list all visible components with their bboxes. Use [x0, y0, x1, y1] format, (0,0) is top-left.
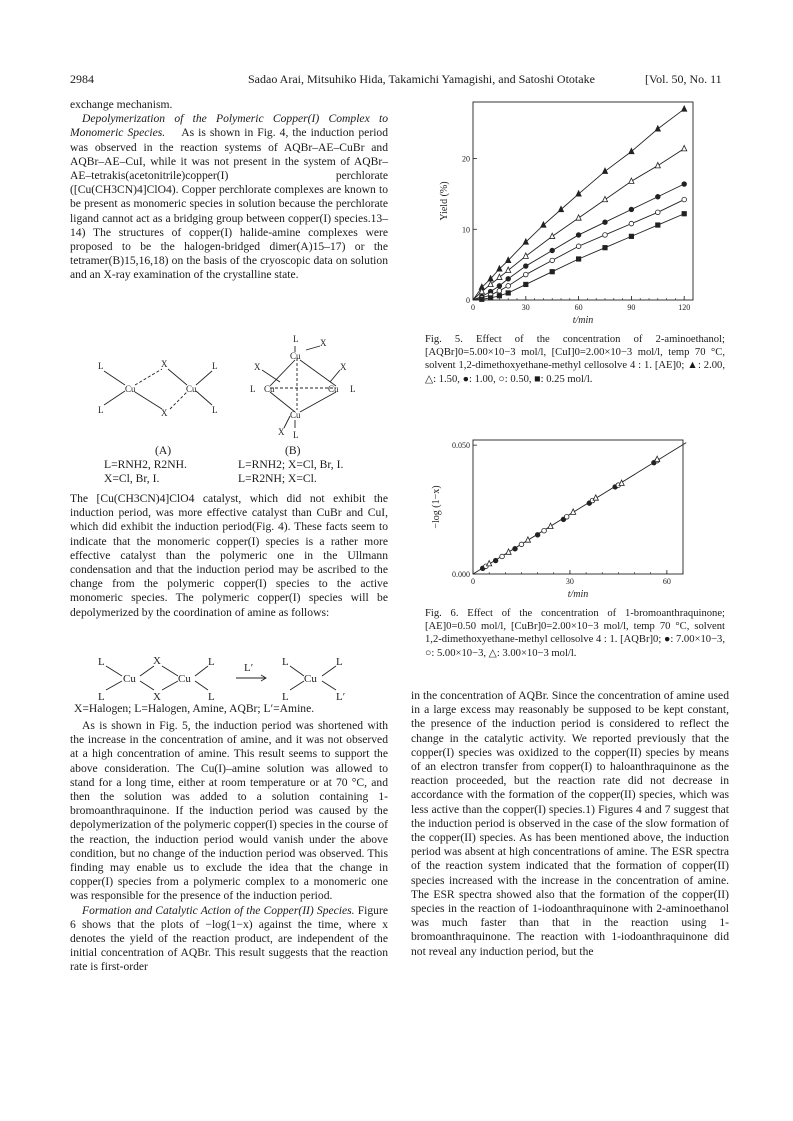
data-point: [682, 212, 686, 216]
data-point: [548, 523, 553, 528]
series-line: [473, 184, 684, 300]
section-title: Formation and Catalytic Action of the Copper(II) Species.: [82, 903, 355, 917]
svg-text:L: L: [212, 361, 218, 371]
data-point: [524, 272, 529, 277]
structure-b-label: (B): [285, 444, 301, 457]
svg-text:X: X: [153, 655, 161, 667]
svg-text:L′: L′: [336, 691, 346, 702]
svg-text:L: L: [293, 334, 299, 344]
data-point: [629, 148, 634, 153]
y-tick-label: 10: [462, 225, 470, 235]
data-point: [488, 296, 492, 300]
data-point: [603, 220, 608, 225]
data-point: [682, 182, 687, 187]
data-point: [550, 258, 555, 263]
svg-text:X: X: [161, 359, 168, 369]
data-point: [576, 244, 581, 249]
data-point: [550, 270, 554, 274]
depolymerization-equation: [90, 654, 380, 702]
svg-text:L: L: [282, 691, 289, 702]
paragraph: in the concentration of AQBr. Since the concentration of amine used in a large excess may reasonably be supposed to be kept constant, the presence of the induction period is considered to reflect the change in the catalytic activity. We reported previously that the copper(I) species was oxidized to the copper(II) species by means of an electron transfer from copper(I) to haloanthraquinone as the reaction proceeded, but the reaction rate did not decrease in accordance with the formation of the copper(II) species, which was less active than the copper(I) species.1) Figures 4 and 7 suggest that the induction period is observed in the case of the slow formation of the copper(II) species. As has been mentioned above, the induction period was absent at high concentrations of amine. The ESR spectra of the reaction system indicated that the formation of copper(II) species increased with the increase in the concentration of amine. The ESR spectra showed also that the formation of the copper(II) species in the reaction of 1-iodoanthraquinone with 2-aminoethanol was much faster than that in the reaction using 1-bromoanthraquinone. The reaction with 1-iodoanthraquinone did not reveal any induction period, but the: [411, 689, 729, 958]
section-body: Figure 6 shows that the plots of −log(1−x) against the time, where x denotes the yield of the reaction product, are independent of the initial concentration of AQBr. This result suggests that the reaction rate is first-order: [70, 903, 388, 974]
equation-reagent: L′: [244, 662, 254, 674]
data-point: [576, 191, 581, 196]
svg-text:L: L: [208, 656, 215, 668]
x-tick-label: 30: [521, 303, 530, 312]
data-point: [519, 542, 524, 547]
y-tick-label: 0.050: [452, 441, 470, 451]
left-column-text: [70, 98, 388, 283]
right-column-text: [411, 689, 729, 959]
page-number: 2984: [70, 72, 94, 86]
figure-5-chart: [425, 96, 705, 328]
data-point: [656, 210, 661, 215]
svg-text:Cu: Cu: [178, 673, 191, 685]
structure-b-line1: L=RNH2; X=Cl, Br, I.: [238, 458, 344, 471]
svg-text:X: X: [161, 408, 168, 418]
data-point: [602, 196, 607, 201]
data-point: [497, 284, 502, 289]
data-point: [506, 549, 511, 554]
svg-text:L: L: [98, 691, 105, 702]
data-point: [493, 558, 498, 563]
data-point: [513, 546, 518, 551]
series-line: [473, 149, 684, 300]
section-paragraph: [70, 112, 388, 282]
svg-text:X: X: [320, 338, 327, 348]
running-head-authors: Sadao Arai, Mitsuhiko Hida, Takamichi Yamagishi, and Satoshi Ototake: [248, 72, 595, 86]
structure-a-label: (A): [155, 444, 172, 457]
x-tick-label: 60: [574, 303, 583, 312]
data-point: [682, 145, 687, 150]
structure-a-ligands: L=RNH2, R2NH.: [104, 458, 187, 471]
figure-6-chart: [425, 430, 705, 610]
svg-text:L: L: [212, 405, 218, 415]
svg-text:Cu: Cu: [290, 351, 301, 361]
data-point: [480, 297, 484, 301]
figure-5-caption: Fig. 5. Effect of the concentration of 2-aminoethanol; [AQBr]0=5.00×10−3 mol/l, [CuI]0=2.00×10−3 mol/l, temp 70 °C, solvent 1,2-dimethoxyethane-methyl cellosolve 4 : 1. [AE]0; ▲: 2.00, △: 1.50, ●: 1.00, ○: 0.50, ■: 0.25 mol/l.: [425, 334, 725, 385]
figure-6-caption: Fig. 6. Effect of the concentration of 1-bromoanthraquinone; [AE]0=0.50 mol/l, [CuBr]0=2.00×10−3 mol/l, temp 70 °C, solvent 1,2-dimethoxyethane-methyl cellosolve 4 : 1. [AQBr]0; ●: 7.00×10−3, ○: 5.00×10−3, △: 3.00×10−3 mol/l.: [425, 608, 725, 659]
data-point: [542, 528, 547, 533]
svg-text:L: L: [98, 656, 105, 668]
data-point: [550, 248, 555, 253]
left-paragraph-2: [70, 492, 388, 620]
svg-text:Cu: Cu: [328, 384, 339, 394]
data-point: [506, 276, 511, 281]
data-point: [655, 126, 660, 131]
paragraph: exchange mechanism.: [70, 98, 173, 111]
data-point: [656, 194, 661, 199]
x-tick-label: 60: [662, 577, 671, 586]
data-point: [682, 197, 687, 202]
data-point: [500, 554, 505, 559]
data-point: [629, 234, 633, 238]
equation-caption: X=Halogen; L=Halogen, Amine, AQBr; L′=Amine.: [74, 702, 315, 715]
structure-b-diagram: [240, 330, 370, 440]
y-axis-label: −log (1−x): [431, 485, 442, 529]
data-point: [523, 253, 528, 258]
data-point: [603, 245, 607, 249]
data-point: [497, 274, 502, 279]
paragraph: The [Cu(CH3CN)4]ClO4 catalyst, which did not exhibit the induction period, was more effective catalyst than CuBr and CuI, which did exhibit the induction period(Fig. 4). These facts seem to indicate that the monomeric copper(I) species is a rather more effective catalyst than the polymeric one in the Ullmann condensation and that the induction period may be ascribed to the change from the polymeric copper(I) species to the active monomeric species. The polymeric copper(I) species will be depolymerized by the coordination of amine as follows:: [70, 492, 388, 619]
data-point: [629, 207, 634, 212]
section-paragraph: [70, 904, 388, 975]
svg-text:L: L: [282, 656, 289, 668]
svg-text:X: X: [153, 691, 161, 702]
data-point: [550, 233, 555, 238]
svg-text:X: X: [278, 427, 285, 437]
svg-text:Cu: Cu: [264, 384, 275, 394]
running-head-volume: [Vol. 50, No. 11: [645, 72, 722, 86]
x-tick-label: 90: [627, 303, 636, 312]
svg-text:Cu: Cu: [123, 673, 136, 685]
y-tick-label: 20: [462, 154, 470, 164]
structure-a-halogens: X=Cl, Br, I.: [104, 472, 160, 485]
svg-text:L: L: [98, 405, 104, 415]
data-point: [523, 239, 528, 244]
data-point: [497, 266, 502, 271]
data-point: [524, 282, 528, 286]
x-tick-label: 120: [678, 303, 691, 312]
data-point: [541, 222, 546, 227]
data-point: [656, 223, 660, 227]
svg-text:Cu: Cu: [304, 673, 317, 685]
y-tick-label: 0.000: [452, 570, 470, 579]
x-tick-label: 30: [565, 577, 574, 586]
x-axis-label: t/min: [567, 589, 589, 600]
data-point: [488, 281, 493, 286]
data-point: [682, 106, 687, 111]
data-point: [506, 291, 510, 295]
left-column-bottom: [70, 719, 388, 975]
section-body: As is shown in Fig. 4, the induction period was observed in the reaction systems of AQBr–AE–CuBr and AQBr–AE–CuI, while it was not present in the system of AQBr–AE–tetrakis(acetonitrile)copper(I) perchlorate ([Cu(CH3CN)4]ClO4). Copper perchlorate complexes are known to be present as monomeric species in solution because the perchlorate ligand cannot act as a bridging group between copper(I) species.13–14) The structures of copper(I) halide-amine complexes were proposed to be the halogen-bridged dimer(A)15–17) or the tetramer(B)15,16,18) on the basis of the cryoscopic data on solution and an X-ray examination of the crystalline state.: [70, 126, 389, 282]
data-point: [602, 168, 607, 173]
data-point: [524, 264, 529, 269]
svg-text:Cu: Cu: [290, 410, 301, 420]
structure-b-line2: L=R2NH; X=Cl.: [238, 472, 317, 485]
data-point: [564, 514, 569, 519]
data-point: [535, 533, 540, 538]
svg-text:L: L: [350, 384, 356, 394]
plot-frame: [473, 102, 693, 300]
data-point: [497, 294, 501, 298]
y-tick-label: 0: [466, 296, 470, 305]
data-point: [603, 233, 608, 238]
data-point: [655, 162, 660, 167]
y-axis-label: Yield (%): [439, 181, 450, 221]
svg-text:X: X: [254, 362, 261, 372]
plot-frame: [473, 440, 683, 574]
data-point: [576, 233, 581, 238]
x-tick-label: 0: [471, 303, 475, 312]
x-axis-label: t/min: [572, 315, 594, 326]
svg-text:X: X: [340, 362, 347, 372]
svg-text:L: L: [98, 361, 104, 371]
x-tick-label: 0: [471, 577, 475, 586]
svg-text:L: L: [293, 430, 299, 440]
section-title: Depolymerization of the Polymeric Copper(I) Complex to Monomeric Species.: [70, 112, 388, 140]
data-point: [576, 215, 581, 220]
data-point: [506, 267, 511, 272]
svg-text:Cu: Cu: [125, 384, 136, 394]
data-point: [629, 178, 634, 183]
series-line: [473, 109, 684, 300]
data-point: [497, 289, 502, 294]
svg-text:L: L: [336, 656, 343, 668]
structure-a-diagram: [90, 345, 230, 435]
data-point: [576, 257, 580, 261]
svg-text:L: L: [250, 384, 256, 394]
svg-text:L: L: [208, 691, 215, 702]
data-point: [506, 284, 511, 289]
svg-text:Cu: Cu: [186, 384, 197, 394]
data-point: [558, 206, 563, 211]
paragraph: As is shown in Fig. 5, the induction period was shortened with the increase in the concentration of amine, and it was not observed at a high concentration of amine. This result seems to support the above consideration. The Cu(I)–amine solution was allowed to stand for a long time, either at room temperature or at 70 °C, and then the solution was added to a solution containing 1-bromoanthraquinone. If the induction period was caused by the depolymerization of the polymeric copper(I) species in the course of the reaction, the induction period would vanish under the above condition, but no change of the induction period was observed. This finding may enable us to exclude the idea that the change in copper(I) species from a polymeric complex to a monomeric one was responsible for the presence of the induction period.: [70, 719, 388, 903]
data-point: [629, 221, 634, 226]
